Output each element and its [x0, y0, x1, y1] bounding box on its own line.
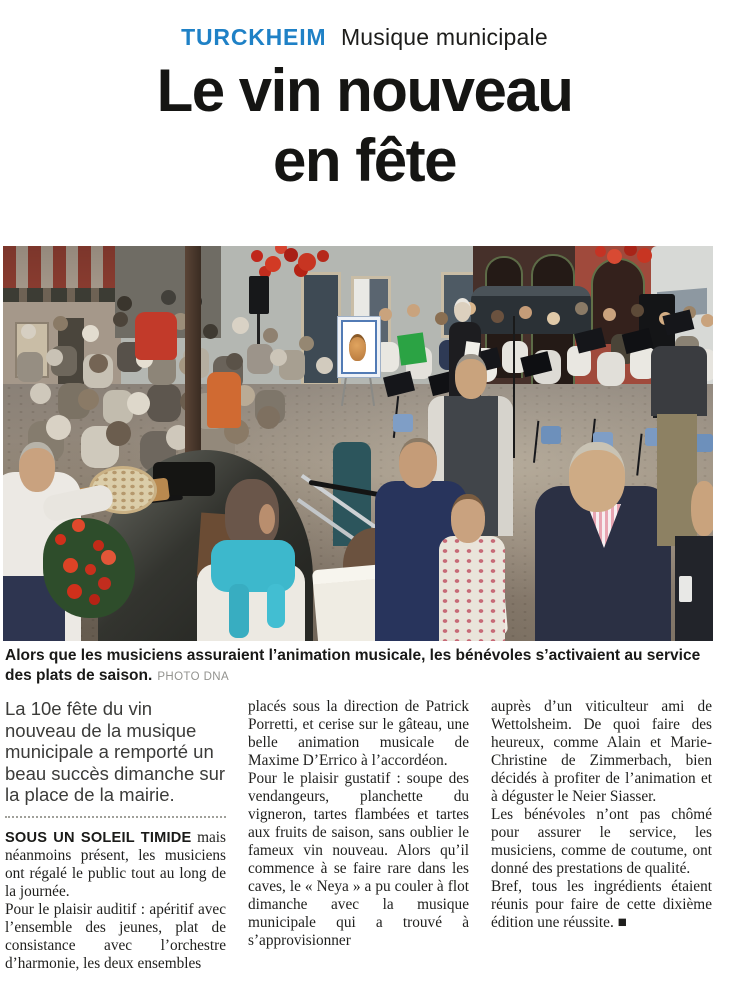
article-photo	[3, 246, 713, 641]
photo-turquoise-scarf	[211, 540, 295, 592]
photo-speaker	[249, 276, 269, 314]
photo-caption-text: Alors que les musiciens assuraient l’animation musicale, les bénévoles s’activaient au service des plats de saison.	[5, 647, 701, 684]
photo-khaki-trousers	[657, 414, 697, 546]
photo-volunteer-head	[19, 442, 55, 492]
article-column-3	[491, 698, 712, 973]
photo-conductor-head	[454, 298, 471, 322]
article-body	[5, 698, 712, 973]
article-column-2	[248, 698, 469, 973]
dotted-separator	[5, 816, 226, 818]
photo-turquoise-scarf-end	[267, 584, 285, 628]
kicker-topic: Musique municipale	[340, 24, 548, 50]
photo-arch-opening	[591, 258, 645, 344]
article-paragraph	[5, 829, 226, 901]
article-paragraph: auprès d’un viticulteur ami de Wettolsheim. De quoi faire des heureux, comme Alain et Marie-Christine de Zimmerbach, bien décidés à profiter de l’animation et à déguster le Neier Siasser.	[491, 698, 712, 805]
photo-navy-man-head	[399, 438, 437, 488]
photo-jacket-man-head	[569, 442, 625, 512]
photo-caption	[5, 646, 707, 687]
photo-floral-girl-head	[451, 494, 485, 543]
photo-turquoise-scarf-end	[229, 584, 249, 638]
article-paragraph: placés sous la direction de Patrick Porretti, et cerise sur le gâteau, une belle animation musicale de Maxime D’Errico à l’accordéon.	[248, 698, 469, 769]
photo-red-jacket-person	[135, 312, 177, 360]
article-paragraph: Bref, tous les ingrédients étaient réunis pour faire de cette dixième édition une réussite. ■	[491, 878, 712, 931]
article-column-1	[5, 698, 226, 973]
photo-mic-stand	[513, 316, 515, 458]
photo-red-geraniums	[55, 534, 66, 545]
kicker-location: TURCKHEIM	[181, 24, 327, 50]
photo-hanging-flowers	[251, 250, 263, 262]
photo-right-edge-person	[651, 346, 707, 416]
headline-line2: en fête	[273, 127, 456, 194]
photo-event-poster	[337, 316, 381, 378]
headline-line1: Le vin nouveau	[156, 57, 573, 124]
article-lead-rest: mais néanmoins présent, les musiciens ont régalé le public tout au long de la journée.	[5, 828, 227, 900]
photo-scarf-woman-face	[259, 504, 275, 534]
kicker	[0, 24, 729, 51]
photo-blue-chairs	[393, 414, 413, 432]
photo-audience-crowd	[17, 352, 43, 382]
photo-orange-vest-person	[207, 372, 241, 428]
photo-green-folder	[397, 332, 427, 365]
photo-dark-car	[471, 286, 591, 334]
photo-audience-heads	[21, 324, 36, 339]
article-paragraph: Pour le plaisir auditif : apéritif avec l’ensemble des jeunes, plat de consistance avec l’orchestre d’harmonie, les deux ensembles	[5, 900, 226, 972]
photo-white-cup	[679, 576, 692, 602]
photo-vest-man-head	[455, 354, 487, 399]
photo-poster-mascot	[349, 334, 366, 361]
headline	[0, 56, 729, 196]
photo-house-door	[301, 272, 341, 386]
article-lead-in: SOUS UN SOLEIL TIMIDE	[5, 829, 192, 846]
photo-speaker-stand	[257, 314, 260, 360]
photo-oven-chimney	[185, 246, 201, 458]
photo-corner-head	[691, 481, 713, 536]
photo-flower-boxes	[3, 288, 121, 302]
article-intro: La 10e fête du vin nouveau de la musique municipale a remporté un beau succès dimanche sur la place de la mairie.	[5, 698, 226, 805]
photo-hanging-flowers	[595, 246, 606, 257]
article-paragraph: Les bénévoles n’ont pas chômé pour assurer le service, les musiciens, comme de coutume, ont donné des prestations de qualité.	[491, 806, 712, 877]
photo-floral-girl	[439, 536, 505, 641]
article-paragraph: Pour le plaisir gustatif : soupe des vendangeurs, planchette du vigneron, tartes flambées et tartes aux fruits de saison, sans oublier le fameux vin nouveau. Alors qu’il commence à se faire rare dans les caves, le « Neya » a pu couler à flot dimanche avec la musique municipale qui a trouvé à s’approvisionner	[248, 770, 469, 949]
photo-credit: PHOTO DNA	[157, 671, 230, 683]
